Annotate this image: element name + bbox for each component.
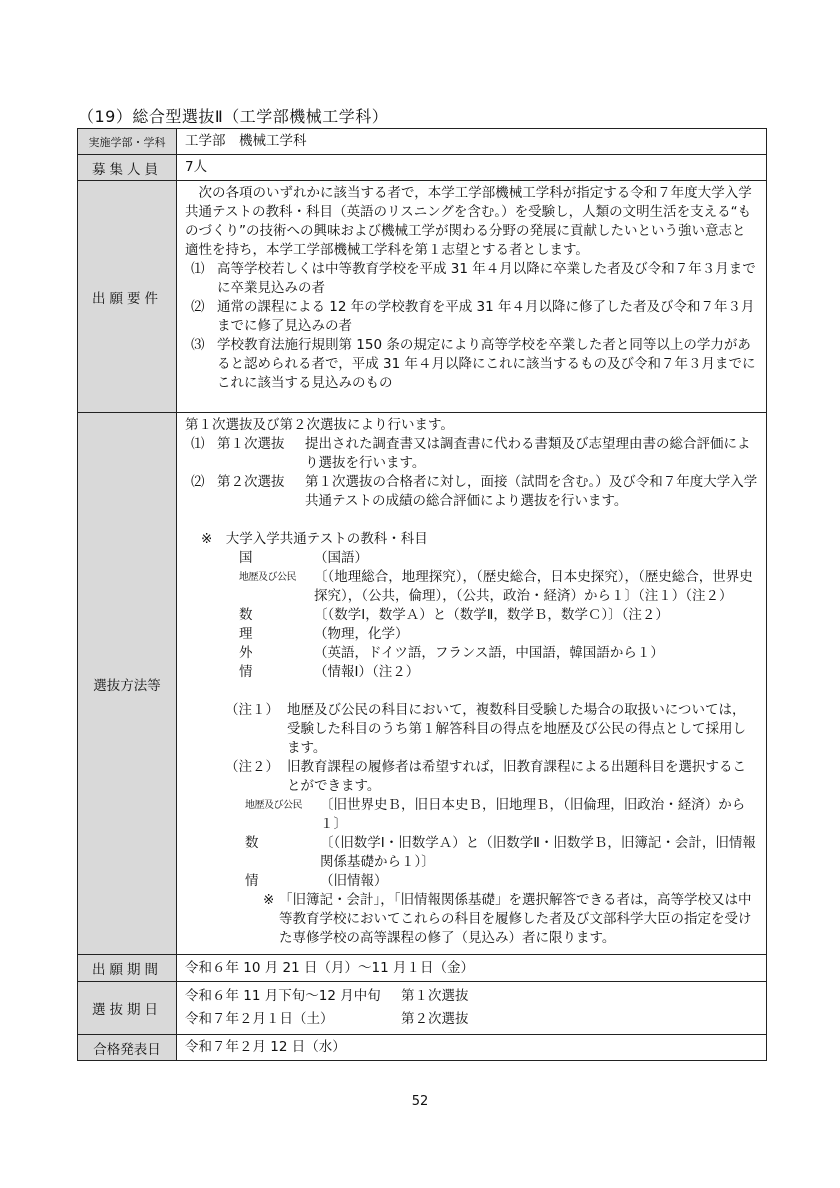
subject-key: 国 [239, 550, 253, 566]
label-selection-date: 選抜期日 [78, 982, 177, 1035]
note-value: 地歴及び公民の科目において，複数科目受験した場合の取扱いについては，受験した科目のうち第１解答科目の得点を地歴及び公民の得点として採用します。 [287, 702, 746, 756]
selection-date-content [177, 982, 767, 1035]
requirement-number: ⑴ [191, 261, 205, 277]
requirement-text: 高等学校若しくは中等教育学校を平成 31 年４月以降に卒業した者及び令和７年３月までに卒業見込みの者 [217, 261, 756, 296]
note-value: 旧教育課程の履修者は希望すれば，旧教育課程による出題科目を選択することができます。 [287, 759, 746, 794]
final-note-text: 「旧簿記・会計」，「旧情報関係基礎」を選択解答できる者は，高等学校又は中等教育学校においてこれらの科目を履修した者及び文部科学大臣の指定を受けた専修学校の高等課程の修了（見込み）者に限ります。 [279, 892, 752, 946]
selection-content [177, 413, 767, 955]
row-faculty [78, 129, 767, 155]
stage-text: 第１次選抜の合格者に対し，面接（試問を含む。）及び令和７年度大学入学共通テストの成績の総合評価により選抜を行います。 [305, 474, 758, 509]
final-note-mark: ※ [263, 892, 275, 908]
row-selection-date [78, 982, 767, 1035]
requirement-text: 通常の課程による 12 年の学校教育を平成 31 年４月以降に修了した者及び令和７年３月までに修了見込みの者 [217, 299, 755, 334]
value-faculty: 工学部 機械工学科 [177, 129, 767, 155]
row-capacity [78, 155, 767, 181]
old-subject-row [185, 796, 758, 834]
note-row [185, 701, 758, 758]
second-name: 第２次選抜 [401, 1011, 469, 1027]
stage-number: ⑴ [191, 436, 205, 452]
requirement-item [185, 298, 758, 336]
value-application-period: 令和６年 10 月 21 日（月）～11 月１日（金） [177, 955, 767, 982]
stage-number: ⑵ [191, 474, 205, 490]
section-title: （19）総合型選抜Ⅱ（工学部機械工学科） [78, 107, 389, 126]
row-announcement [78, 1035, 767, 1061]
selection-intro: 第１次選抜及び第２次選抜により行います。 [185, 417, 454, 433]
first-name: 第１次選抜 [401, 988, 469, 1004]
row-requirements [78, 181, 767, 413]
note-key: （注２） [225, 759, 279, 775]
subject-value: 〔（数学Ⅰ，数学Ａ）と（数学Ⅱ，数学Ｂ，数学Ｃ）〕（注２） [314, 607, 669, 623]
subject-row [185, 663, 758, 682]
subject-value: （物理，化学） [314, 626, 409, 642]
subject-value: （国語） [314, 550, 368, 566]
note-key: （注１） [225, 702, 279, 718]
selection-date-second [185, 1008, 758, 1031]
subject-key: 外 [239, 645, 253, 661]
subject-row [185, 606, 758, 625]
label-selection: 選抜方法等 [78, 413, 177, 955]
stage-text: 提出された調査書又は調査書に代わる書類及び志望理由書の総合評価により選抜を行います。 [305, 436, 751, 471]
subject-row [185, 644, 758, 663]
note-row [185, 758, 758, 796]
label-capacity: 募集人員 [78, 155, 177, 181]
requirement-item [185, 336, 758, 393]
requirement-text: 学校教育法施行規則第 150 条の規定により高等学校を卒業した者と同等以上の学力があると認められる者で，平成 31 年４月以降にこれに該当するもの及び令和７年３月までにこれに該当する見込みのもの [217, 337, 756, 391]
final-note [185, 891, 758, 948]
stage-name: 第１次選抜 [217, 436, 285, 452]
second-date: 令和７年２月１日（土） [185, 1011, 334, 1027]
old-subject-value: 〔（旧数学Ⅰ・旧数学Ａ）と（旧数学Ⅱ・旧数学Ｂ，旧簿記・会計，旧情報関係基礎から１）〕 [320, 835, 756, 870]
page-number: 52 [411, 1094, 429, 1109]
subject-row [185, 568, 758, 606]
old-subject-key: 情 [245, 873, 259, 889]
stage-name: 第２次選抜 [217, 474, 285, 490]
requirements-content [177, 181, 767, 413]
subject-key: 地歴及び公民 [239, 572, 296, 583]
first-date: 令和６年 11 月下旬～12 月中旬 [185, 988, 381, 1004]
subjects-heading: ※ 大学入学共通テストの教科・科目 [201, 531, 428, 547]
requirement-item [185, 260, 758, 298]
row-application-period [78, 955, 767, 982]
selection-stage [185, 473, 758, 511]
requirement-number: ⑶ [191, 337, 205, 353]
subject-row [185, 625, 758, 644]
value-announcement: 令和７年２月 12 日（水） [177, 1035, 767, 1061]
old-subject-value: （旧情報） [320, 873, 388, 889]
old-subject-value: 〔旧世界史Ｂ，旧日本史Ｂ，旧地理Ｂ，（旧倫理，旧政治・経済）から１〕 [320, 797, 746, 832]
selection-stage [185, 435, 758, 473]
subject-key: 情 [239, 664, 253, 680]
subject-key: 理 [239, 626, 253, 642]
label-faculty: 実施学部・学科 [78, 129, 177, 155]
old-subject-key: 地歴及び公民 [245, 800, 302, 811]
label-requirements: 出願要件 [78, 181, 177, 413]
admission-info-table [77, 128, 767, 1061]
label-announcement: 合格発表日 [78, 1035, 177, 1061]
selection-date-first [185, 985, 758, 1008]
subject-value: （情報Ⅰ）（注２） [314, 664, 420, 680]
subject-row [185, 549, 758, 568]
requirements-intro: 次の各項のいずれかに該当する者で，本学工学部機械工学科が指定する令和７年度大学入学共通テストの教科・科目（英語のリスニングを含む。）を受験し，人類の文明生活を支える“ものづくり”の技術への興味および機械工学が関わる分野の発展に貢献したいという強い意志と適性を持ち，本学工学部機械工学科を第１志望とする者とします。 [185, 185, 752, 258]
row-selection [78, 413, 767, 955]
old-subject-row [185, 872, 758, 891]
old-subject-row [185, 834, 758, 872]
subject-value: 〔（地理総合，地理探究），（歴史総合，日本史探究），（歴史総合，世界史探究），（公共，倫理），（公共，政治・経済）から１〕（注１）（注２） [314, 569, 753, 604]
requirement-number: ⑵ [191, 299, 205, 315]
subject-value: （英語，ドイツ語，フランス語，中国語，韓国語から１） [314, 645, 664, 661]
old-subject-key: 数 [245, 835, 259, 851]
value-capacity: 7人 [177, 155, 767, 181]
subject-key: 数 [239, 607, 253, 623]
label-application-period: 出願期間 [78, 955, 177, 982]
